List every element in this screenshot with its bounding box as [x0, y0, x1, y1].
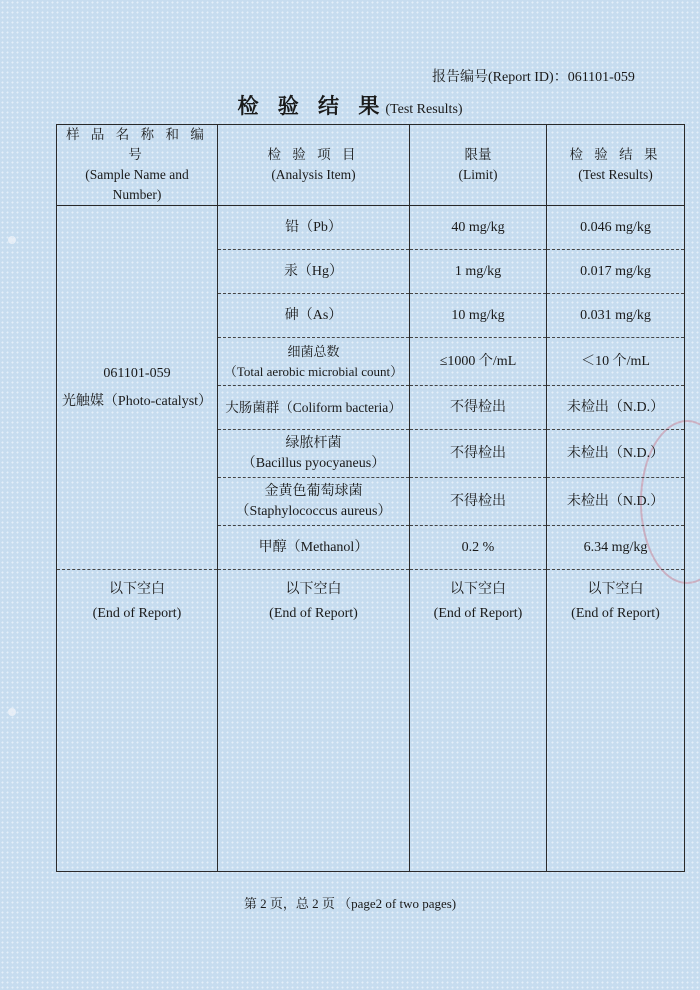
analysis-item: 砷（As） [218, 294, 410, 338]
table-header-row [57, 125, 685, 206]
analysis-item: 甲醇（Methanol） [218, 526, 410, 570]
header-item: 检 验 项 目 (Analysis Item) [218, 125, 410, 206]
limit-value: 不得检出 [410, 478, 547, 526]
result-value: 未检出（N.D.） [547, 386, 685, 430]
end-of-report-cell: 以下空白 (End of Report) [547, 570, 685, 639]
title-en: (Test Results) [385, 102, 463, 117]
sample-id: 061101-059 [103, 365, 171, 381]
limit-value: 不得检出 [410, 386, 547, 430]
end-of-report-cell: 以下空白 (End of Report) [57, 570, 218, 639]
limit-value: 不得检出 [410, 430, 547, 478]
end-of-report-row [57, 570, 685, 639]
sample-name: 光触媒（Photo-catalyst） [61, 393, 213, 409]
limit-value: 0.2 % [410, 526, 547, 570]
header-sample: 样 品 名 称 和 编 号 (Sample Name and Number) [57, 125, 218, 206]
limit-value: 40 mg/kg [410, 206, 547, 250]
result-value: 未检出（N.D.） [547, 430, 685, 478]
limit-value: 1 mg/kg [410, 250, 547, 294]
page-footer: 第 2 页，总 2 页 （page2 of two pages) [243, 896, 457, 911]
limit-value: 10 mg/kg [410, 294, 547, 338]
analysis-item: 绿脓杆菌 （Bacillus pyocyaneus） [218, 430, 410, 478]
results-table [56, 124, 685, 872]
result-value: 0.046 mg/kg [547, 206, 685, 250]
analysis-item: 大肠菌群（Coliform bacteria） [218, 386, 410, 430]
title-zh: 检 验 结 果 [237, 93, 386, 118]
analysis-item: 汞（Hg） [218, 250, 410, 294]
end-of-report-cell: 以下空白 (End of Report) [218, 570, 410, 639]
limit-value: ≤1000 个/mL [410, 338, 547, 386]
table-row [57, 206, 685, 250]
result-value: ＜10 个/mL [547, 338, 685, 386]
analysis-item: 细菌总数 （Total aerobic microbial count） [218, 338, 410, 386]
result-value: 6.34 mg/kg [547, 526, 685, 570]
result-value: 0.017 mg/kg [547, 250, 685, 294]
sample-cell [57, 206, 218, 570]
binding-hole [8, 236, 16, 244]
header-limit: 限量 (Limit) [410, 125, 547, 206]
result-value: 未检出（N.D.） [547, 478, 685, 526]
end-of-report-cell: 以下空白 (End of Report) [410, 570, 547, 639]
binding-hole [8, 708, 16, 716]
blank-row [57, 638, 685, 872]
page-title [0, 90, 700, 120]
report-id: 报告编号(Report ID)：061101-059 [432, 70, 635, 85]
header-result: 检 验 结 果 (Test Results) [547, 125, 685, 206]
result-value: 0.031 mg/kg [547, 294, 685, 338]
analysis-item: 金黄色葡萄球菌 （Staphylococcus aureus） [218, 478, 410, 526]
analysis-item: 铅（Pb） [218, 206, 410, 250]
